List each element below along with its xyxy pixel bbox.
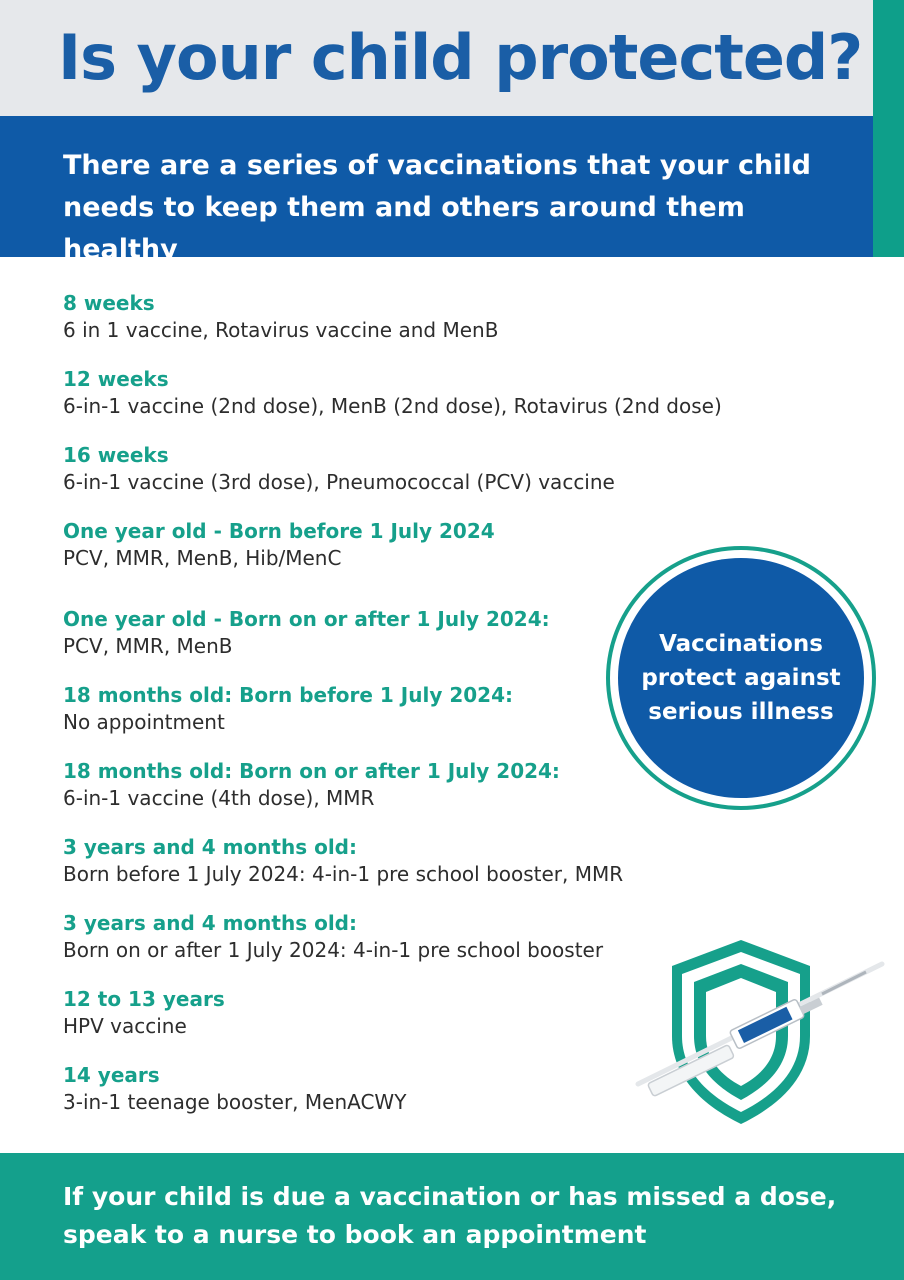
schedule-vaccines: 6-in-1 vaccine (4th dose), MMR bbox=[63, 786, 375, 810]
schedule-vaccines: Born on or after 1 July 2024: 4-in-1 pre school booster bbox=[63, 938, 604, 962]
shield-syringe-icon bbox=[630, 936, 890, 1128]
schedule-vaccines: PCV, MMR, MenB, Hib/MenC bbox=[63, 546, 342, 570]
info-badge-text: Vaccinations protect against serious illness bbox=[641, 631, 841, 725]
schedule-vaccines: Born before 1 July 2024: 4-in-1 pre school booster, MMR bbox=[63, 862, 624, 886]
schedule-age: 18 months old: Born on or after 1 July 2024: bbox=[63, 759, 560, 783]
info-badge bbox=[606, 546, 876, 810]
schedule-age: 18 months old: Born before 1 July 2024: bbox=[63, 683, 513, 707]
schedule-age: 3 years and 4 months old: bbox=[63, 835, 357, 859]
page-title: Is your child protected? bbox=[58, 21, 863, 94]
schedule-age: 12 weeks bbox=[63, 367, 169, 391]
schedule-age: One year old - Born on or after 1 July 2024: bbox=[63, 607, 550, 631]
schedule-item-16-weeks bbox=[63, 442, 823, 496]
schedule-vaccines: 6-in-1 vaccine (3rd dose), Pneumococcal (PCV) vaccine bbox=[63, 470, 615, 494]
schedule-item-12-weeks bbox=[63, 366, 823, 420]
schedule-item-8-weeks bbox=[63, 290, 823, 344]
schedule-vaccines: HPV vaccine bbox=[63, 1014, 187, 1038]
schedule-age: 3 years and 4 months old: bbox=[63, 911, 357, 935]
schedule-vaccines: 6-in-1 vaccine (2nd dose), MenB (2nd dose), Rotavirus (2nd dose) bbox=[63, 394, 722, 418]
footer-call-to-action: If your child is due a vaccination or has missed a dose, speak to a nurse to book an appointment bbox=[63, 1182, 837, 1249]
schedule-age: 12 to 13 years bbox=[63, 987, 225, 1011]
schedule-vaccines: PCV, MMR, MenB bbox=[63, 634, 233, 658]
schedule-vaccines: 3-in-1 teenage booster, MenACWY bbox=[63, 1090, 407, 1114]
schedule-age: One year old - Born before 1 July 2024 bbox=[63, 519, 495, 543]
schedule-item-3-years-before bbox=[63, 834, 823, 888]
accent-stripe bbox=[873, 0, 904, 257]
schedule-age: 8 weeks bbox=[63, 291, 155, 315]
schedule-age: 16 weeks bbox=[63, 443, 169, 467]
schedule-vaccines: No appointment bbox=[63, 710, 225, 734]
schedule-vaccines: 6 in 1 vaccine, Rotavirus vaccine and MenB bbox=[63, 318, 499, 342]
schedule-age: 14 years bbox=[63, 1063, 160, 1087]
page-subtitle: There are a series of vaccinations that your child needs to keep them and others around them healthy bbox=[63, 150, 812, 265]
info-badge-circle bbox=[618, 558, 864, 798]
